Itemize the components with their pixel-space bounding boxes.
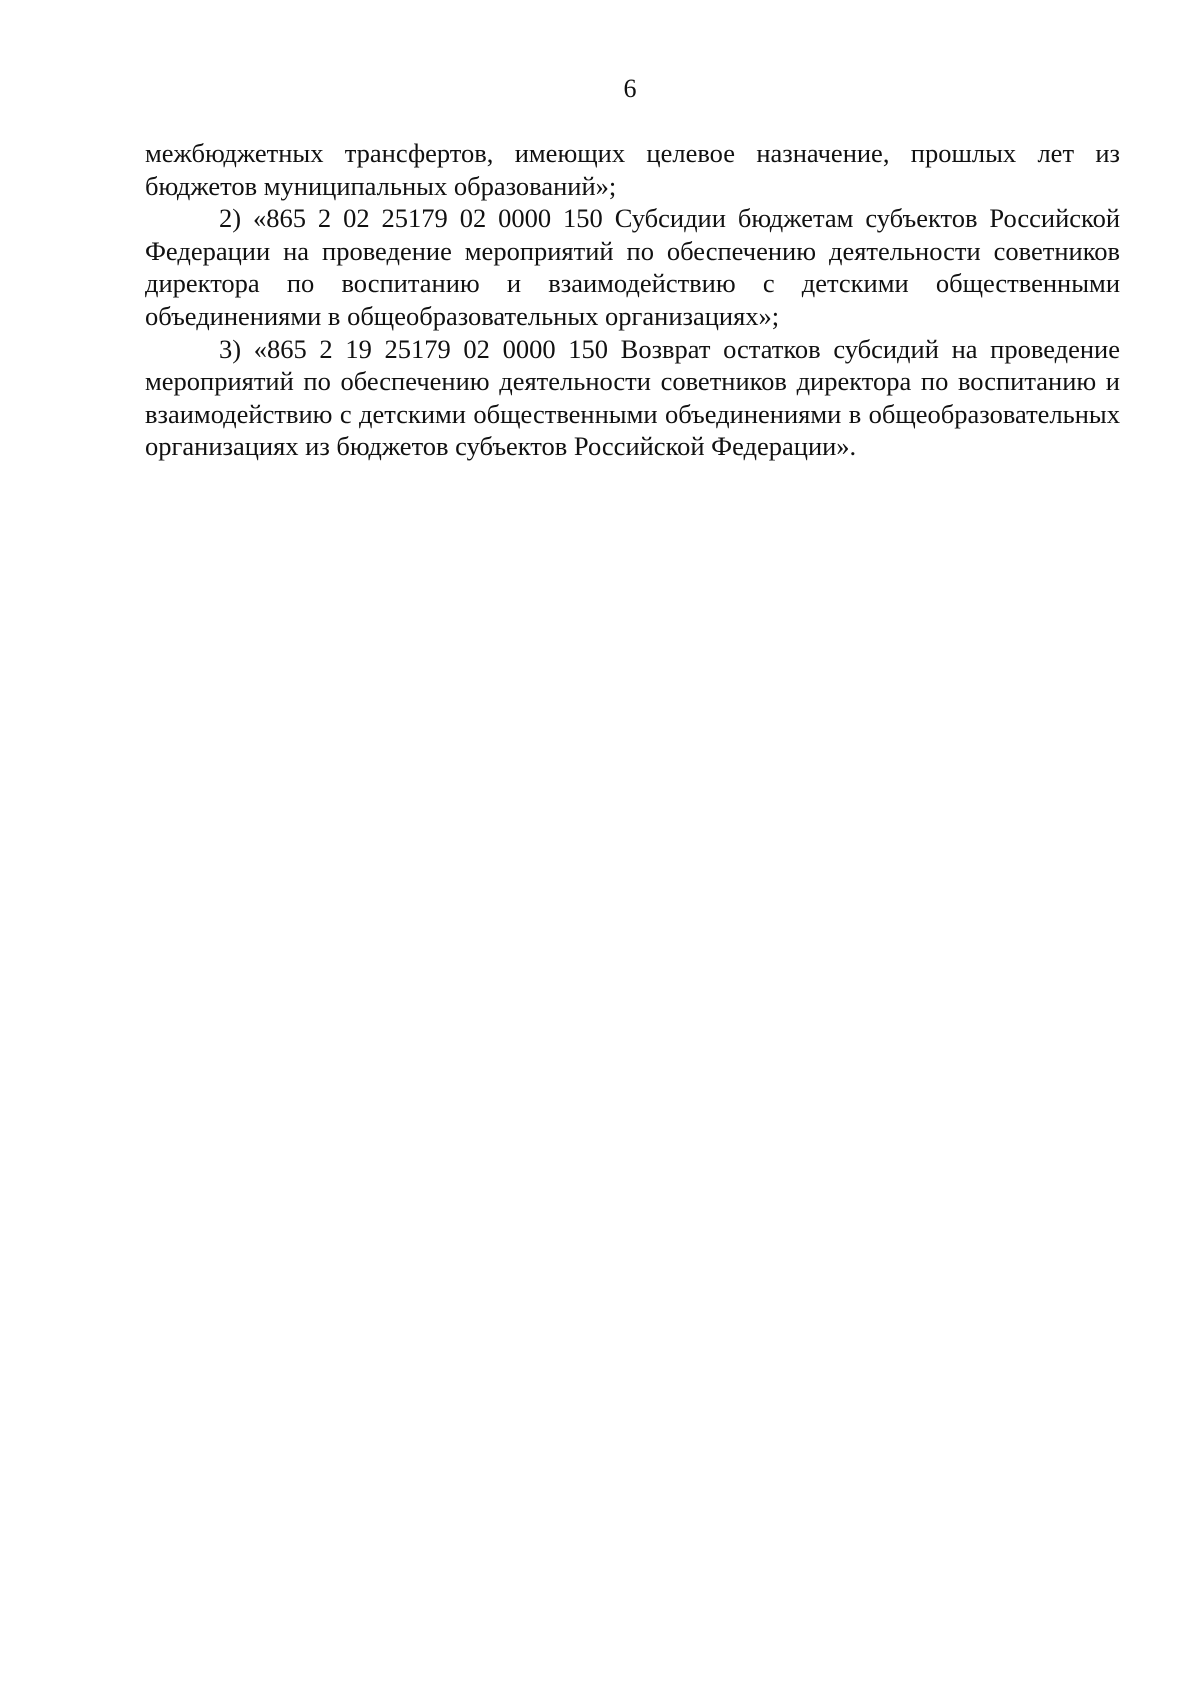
document-body	[145, 137, 1120, 463]
paragraph-item-2: 2) «865 2 02 25179 02 0000 150 Субсидии бюджетам субъектов Российской Федерации на проведение мероприятий по обеспечению деятельности советников директора по воспитанию и взаимодействию с детскими общественными объединениями в общеобразовательных организациях»;	[145, 203, 1120, 331]
paragraph-item-3: 3) «865 2 19 25179 02 0000 150 Возврат остатков субсидий на проведение мероприятий по обеспечению деятельности советников директора по воспитанию и взаимодействию с детскими общественными объединениями в общеобразовательных организациях из бюджетов субъектов Российской Федерации».	[145, 333, 1120, 462]
paragraph-continuation: межбюджетных трансфертов, имеющих целевое назначение, прошлых лет из бюджетов муниципальных образований»;	[145, 138, 1120, 201]
page-number: 6	[623, 74, 637, 103]
